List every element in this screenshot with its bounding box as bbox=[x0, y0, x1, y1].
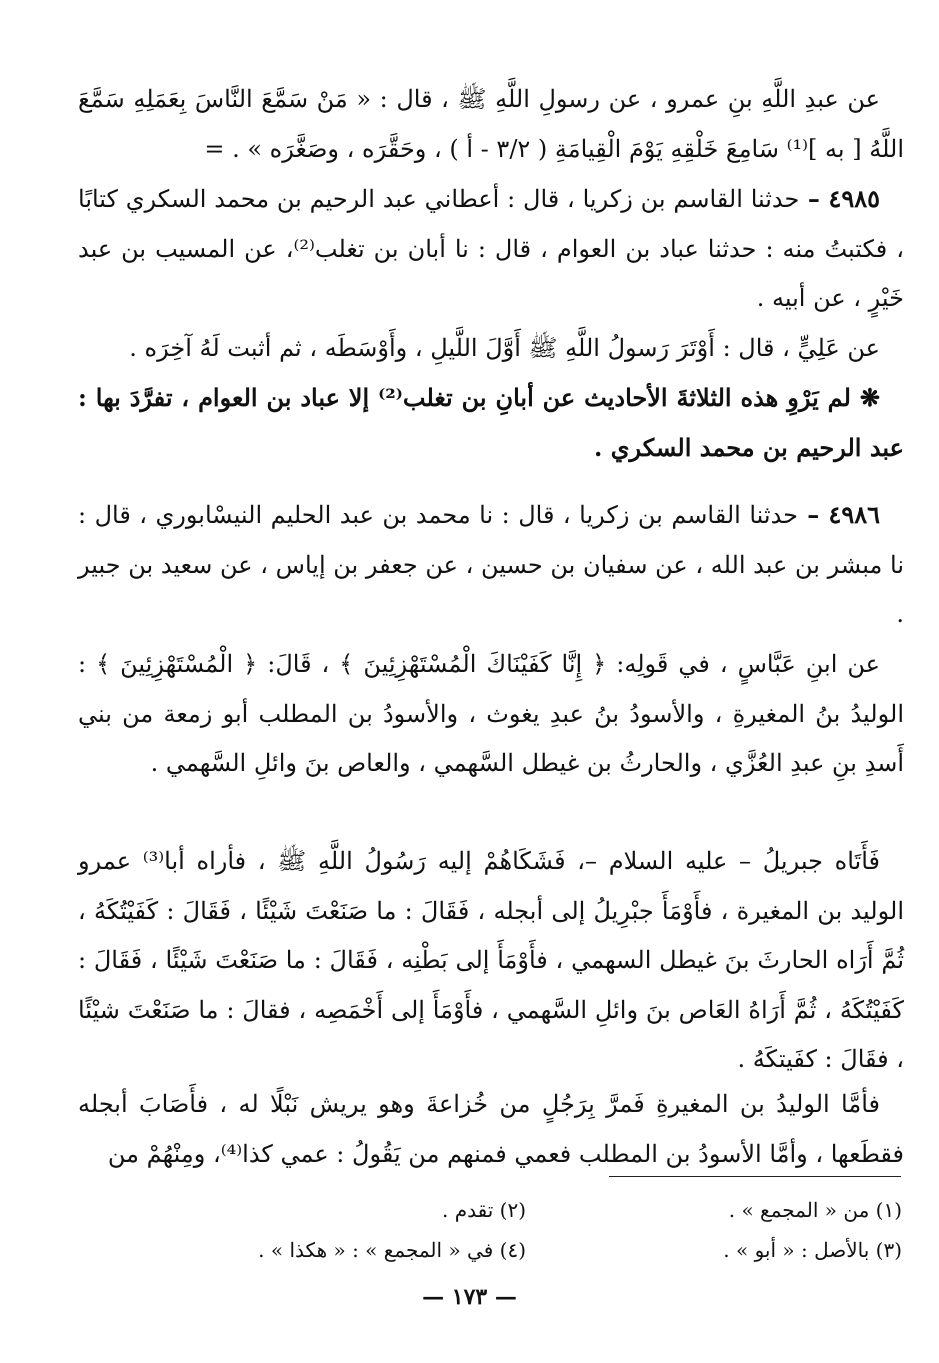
hadith-number: ٤٩٨٥ bbox=[828, 184, 880, 213]
footnote-1: (١) من « المجمع » . bbox=[728, 1198, 902, 1222]
commentary-text: لم يَرْوِ هذه الثلاثةَ الأحاديث عن أبانِ بن تغلب⁽²⁾ إلا عباد بن العوام ، تفرَّدَ بها : عبد الرحيم بن محمد السكري . bbox=[78, 383, 904, 462]
paragraph-3 bbox=[78, 324, 904, 374]
page-number: — ١٧٣ — bbox=[422, 1284, 517, 1310]
footnote-divider bbox=[609, 1176, 901, 1177]
footnote-2: (٢) تقدم . bbox=[441, 1198, 526, 1222]
asterism-marker: ❋ bbox=[859, 383, 880, 412]
hadith-number: ٤٩٨٦ bbox=[828, 500, 880, 529]
paragraph-7 bbox=[78, 837, 904, 1085]
paragraph-5: ٤٩٨٦ – حدثنا القاسم بن زكريا ، قال : نا محمد بن عبد الحليم النيسْابوري ، قال : نا مبشر بن عبد الله ، عن سفيان بن حسين ، عن جعفر بن إياس ، عن سعيد بن جبير . bbox=[78, 500, 904, 628]
footnote-4: (٤) في « المجمع » : « هكذا » . bbox=[258, 1238, 526, 1262]
footnote-row bbox=[150, 1230, 902, 1270]
matn-text: عن عَلِيٍّ ، قال : أَوْتَرَ رَسولُ اللَّهِ ﷺ أَوَّلَ اللَّيلِ ، وأَوْسَطَه ، ثم أثبت لَهُ آخِرَه . bbox=[129, 334, 880, 362]
paragraph-1 bbox=[78, 75, 904, 174]
footnotes bbox=[150, 1190, 902, 1270]
isnad-text: حدثنا القاسم بن زكريا ، قال : نا محمد بن عبد الحليم النيسْابوري ، قال : نا مبشر بن عبد الله ، عن سفيان بن حسين ، عن جعفر بن إياس ، عن سعيد بن جبير . bbox=[78, 501, 904, 628]
footnote-row bbox=[150, 1190, 902, 1230]
matn-text: عن ابنِ عَبَّاسٍ ، في قَولِه: ﴿ إِنَّا كَفَيْنَاكَ الْمُسْتَهْزِئِينَ ﴾ ، قَالَ: ﴿ الْمُسْتَهْزِئِينَ ﴾ : الوليدُ بنُ المغيرةِ ، والأسودُ بنُ عبدِ يغوث ، والأسودُ بن المطلب أبو زمعة من بني أَسدِ بنِ عبدِ العُزَّي ، والحارثُ بن غيطل السَّهمي ، والعاص بنَ وائلِ السَّهمي . bbox=[78, 650, 904, 777]
matn-text: فأمَّا الوليدُ بن المغيرةِ فَمرَّ بِرَجُلٍ من خُزاعةَ وهو يريش نَبْلًا له ، فأَصَابَ أبجله فقطَعها ، وأمَّا الأسودُ بن المطلب فعمي فمنهم من يَقُولُ : عمي كذا⁽⁴⁾، ومِنْهُمْ من bbox=[78, 1090, 904, 1168]
isnad-text: حدثنا القاسم بن زكريا ، قال : أعطاني عبد الرحيم بن محمد السكري كتابًا ، فكتبتُ منه : حدثنا عباد بن العوام ، قال : نا أبان بن تغلب⁽²⁾، عن المسيب بن عبد خَيْرٍ ، عن أبيه . bbox=[78, 185, 904, 312]
paragraph-6 bbox=[78, 640, 904, 789]
paragraph-2: ٤٩٨٥ – حدثنا القاسم بن زكريا ، قال : أعطاني عبد الرحيم بن محمد السكري كتابًا ، فكتبتُ منه : حدثنا عباد بن العوام ، قال : نا أبان بن تغلب⁽²⁾، عن المسيب بن عبد خَيْرٍ ، عن أبيه . bbox=[78, 184, 904, 312]
paragraph-8 bbox=[78, 1080, 904, 1179]
matn-text: فَأَتَاه جبريلُ – عليه السلام –، فَشَكَاهُمْ إليه رَسُولُ اللَّهِ ﷺ ، فأراه أبا⁽³⁾ عمرو الوليد بن المغيرة ، فأَوْمَأَ جبْرِيلُ إلى أبجله ، فَقَالَ : ما صَنَعْتَ شَيْئًا ، فَقَالَ : كَفَيْتُكَهُ ، ثُمَّ أَرَاه الحارثَ بنَ غيطل السهمي ، فأَوْمَأَ إلى بَطْنِه ، فَقَالَ : ما صَنَعْتَ شَيْئًا ، فَقَالَ : كَفَيْتُكَهُ ، ثُمَّ أَرَاهُ العَاص بنَ وائلِ السَّهمي ، فأَوْمَأَ إلى أَخْمَصِه ، فقالَ : ما صَنَعْتَ شيْئًا ، فقَالَ : كفَيتكَهُ . bbox=[78, 847, 905, 1073]
hadith-text: عن عبدِ اللَّهِ بنِ عمرو ، عن رسولِ اللَّهِ ﷺ ، قال : « مَنْ سَمَّعَ النَّاسَ بِعَمَلِهِ سَمَّعَ اللَّهُ [ به ]⁽¹⁾ سَامِعَ خَلْقِهِ يَوْمَ الْقِيامَةِ ( ٣/٢ - أ ) ، وحَقَّرَه ، وصَغَّرَه » . = bbox=[78, 85, 904, 163]
footnote-3: (٣) بالأصل : « أبو » . bbox=[723, 1238, 902, 1262]
paragraph-4 bbox=[78, 373, 904, 472]
